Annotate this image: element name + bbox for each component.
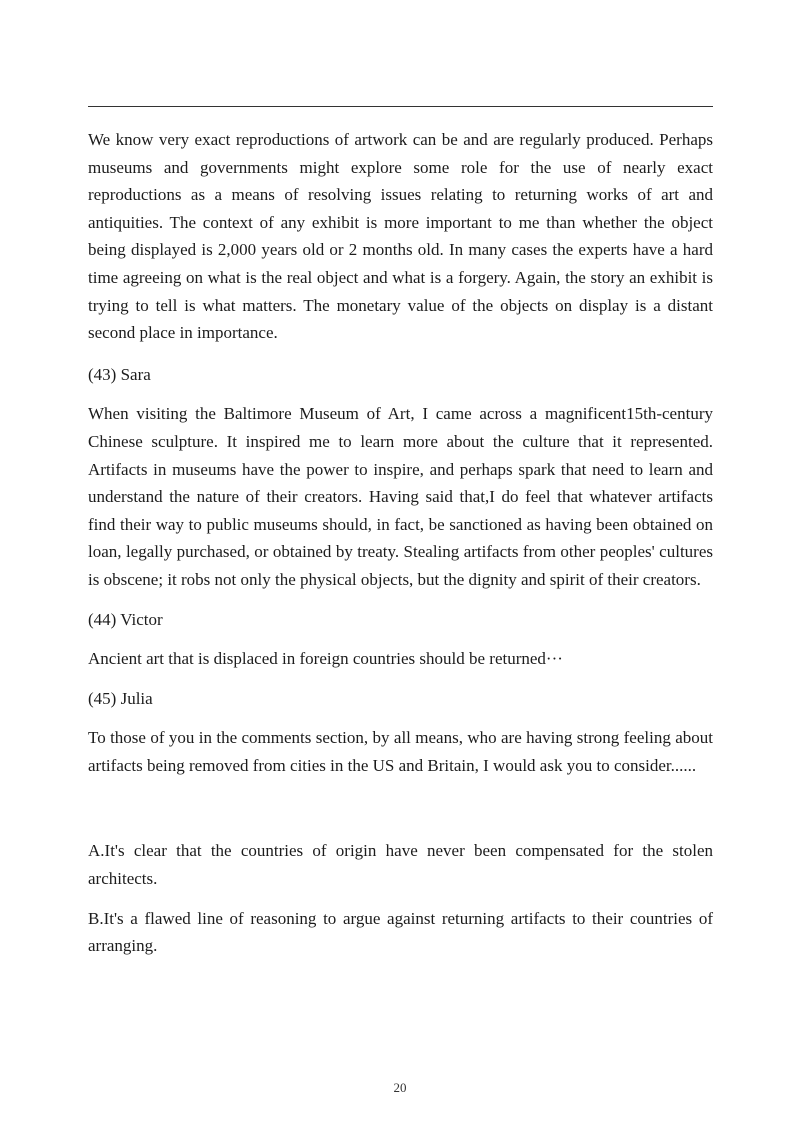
intro-paragraph: We know very exact reproductions of artwork can be and are regularly produced. Perhaps museums and governments might explore some role for the use of nearly exact reproductions as a means of resolving issues relating to returning works of art and antiquities. The context of any exhibit is more important to me than whether the object being displayed is 2,000 years old or 2 months old. In many cases the experts have a hard time agreeing on what is the real object and what is a forgery. Again, the story an exhibit is trying to tell is what matters. The monetary value of the objects on display is a distant second place in importance. [88,130,713,343]
comment-heading-julia: (45) Julia [88,688,153,708]
comment-body-sara: When visiting the Baltimore Museum of Art, I came across a magnificent15th-century Chinese sculpture. It inspired me to learn more about the culture that it represented. Artifacts in museums have the power to inspire, and perhaps spark that need to learn and understand the nature of their creators. Having said that,I do feel that whatever artifacts find their way to public museums should, in fact, be sanctioned as having been obtained on loan, legally purchased, or obtained by treaty. Stealing artifacts from other peoples' cultures is obscene; it robs not only the physical objects, but the dignity and spirit of their creators. [88,404,713,589]
document-body [88,126,713,960]
header-rule [88,106,713,107]
comment-body-victor: Ancient art that is displaced in foreign countries should be returned··· [88,649,563,669]
page-number: 20 [393,1080,407,1095]
option-b: B.It's a flawed line of reasoning to argue against returning artifacts to their countries of arranging. [88,908,713,956]
comment-heading-sara: (43) Sara [88,364,151,384]
comment-body-julia: To those of you in the comments section, by all means, who are having strong feeling about artifacts being removed from cities in the US and Britain, I would ask you to consider...... [88,728,713,775]
comment-heading-victor: (44) Victor [88,609,163,629]
option-a: A.It's clear that the countries of origin have never been compensated for the stolen architects. [88,841,713,889]
